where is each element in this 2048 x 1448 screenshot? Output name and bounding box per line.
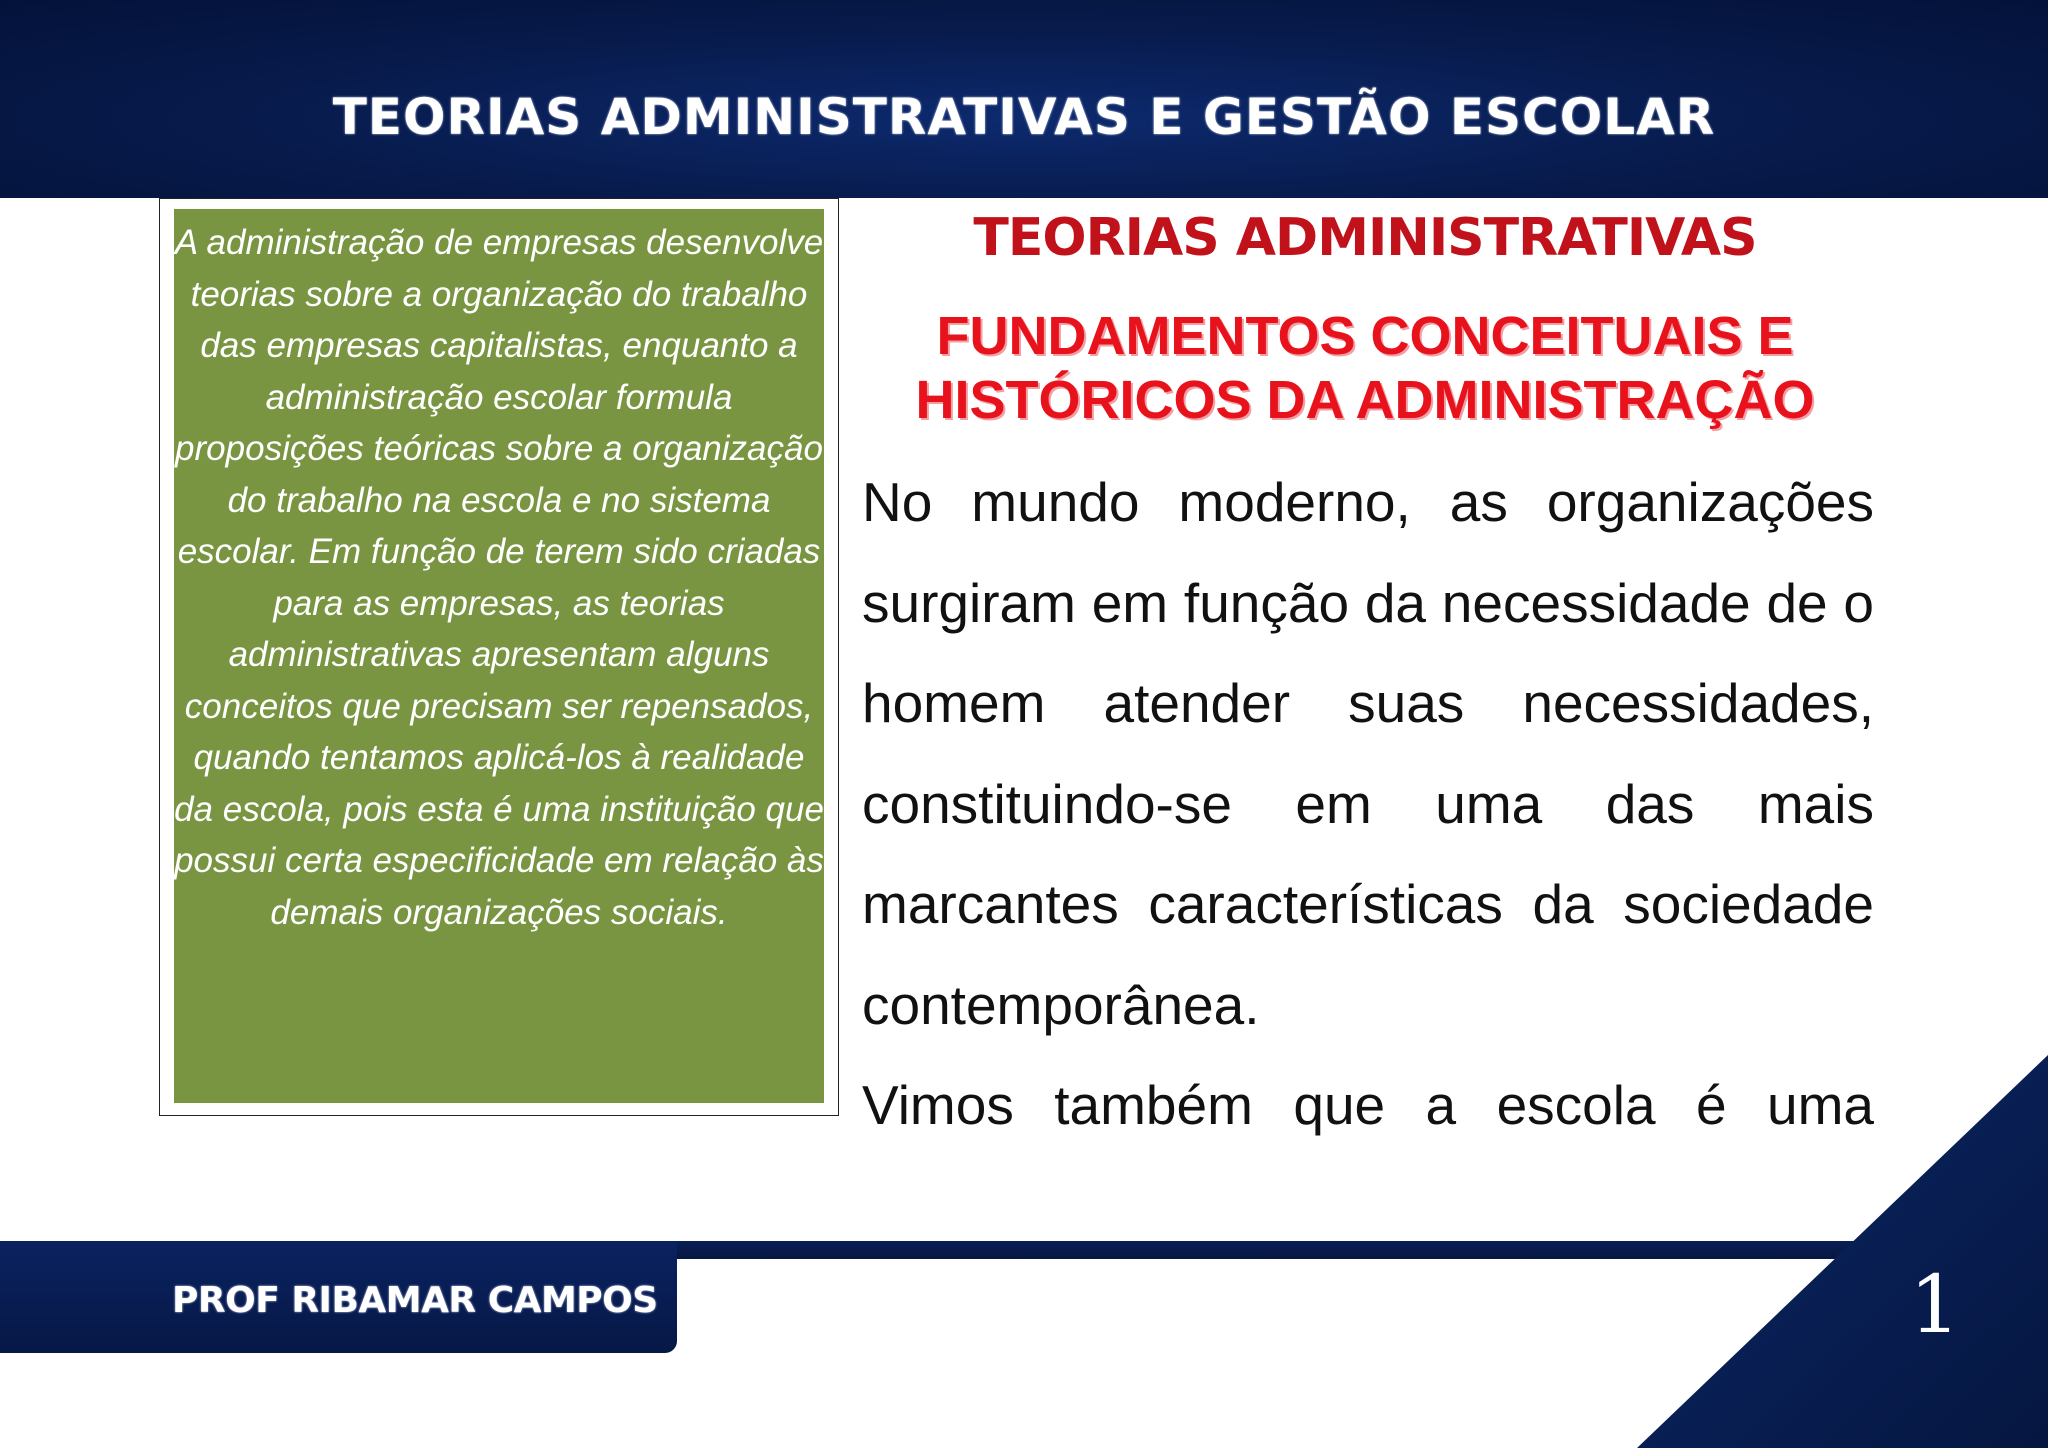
body-paragraph: Vimos também que a escola é uma	[862, 1074, 1874, 1136]
body-paragraph: No mundo moderno, as organizações surgiram em função da necessidade de o homem atender suas necessidades, constituindo-se em uma das mais marcantes características da sociedade contemporânea.	[862, 471, 1874, 1036]
author-name: PROF RIBAMAR CAMPOS	[172, 1280, 658, 1321]
section-title: TEORIAS ADMINISTRATIVAS	[973, 208, 1757, 268]
quote-text: A administração de empresas desenvolve teorias sobre a organização do trabalho das empresas capitalistas, enquanto a administração escolar formula proposições teóricas sobre a organização do trabalho na escola e no sistema escolar. Em função de terem sido criadas para as empresas, as teorias administrativas apresentam alguns conceitos que precisam ser repensados, quando tentamos aplicá-los à realidade da escola, pois esta é uma instituição que possui certa especificidade em relação às demais organizações sociais.	[174, 223, 824, 932]
page-number: 1	[1909, 1258, 1961, 1351]
presentation-title: TEORIAS ADMINISTRATIVAS E GESTÃO ESCOLAR	[332, 88, 1716, 146]
section-subtitle: FUNDAMENTOS CONCEITUAIS E HISTÓRICOS DA ADMINISTRAÇÃO	[915, 306, 1815, 430]
